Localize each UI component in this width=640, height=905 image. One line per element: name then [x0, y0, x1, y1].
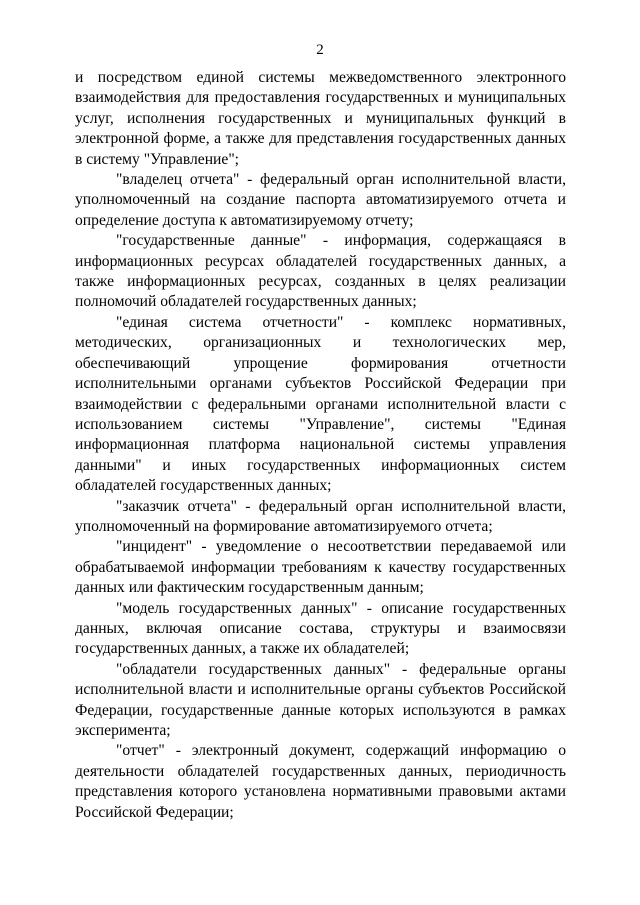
definition-report: "отчет" - электронный документ, содержащий информацию о деятельности обладателей государственных данных, периодичность представления которого установлена нормативными правовыми актами Российской Федерации;	[75, 742, 566, 821]
paragraph-continuation: и посредством единой системы межведомственного электронного взаимодействия для предоставления государственных и муниципальных услуг, исполнения государственных и муниципальных функций в электронной форме, а также для представления государственных данных в систему "Управление";	[75, 69, 566, 168]
page-number: 2	[316, 42, 324, 58]
definition-state-data: "государственные данные" - информация, содержащаяся в информационных ресурсах обладателей государственных данных, а также информационных ресурсах, созданных в целях реализации полномочий обладателей государственных данных;	[75, 232, 566, 311]
definition-state-data-holders: "обладатели государственных данных" - федеральные органы исполнительной власти и исполнительные органы субъектов Российской Федерации, государственные данные которых используются в рамках эксперимента;	[75, 660, 566, 739]
definition-unified-reporting-system: "единая система отчетности" - комплекс нормативных, методических, организационных и технологических мер, обеспечивающий упрощение формирования отчетности исполнительными органами субъектов Российской Федерации при взаимодействии с федеральными органами исполнительной власти с использованием системы "Управление", системы "Единая информационная платформа национальной системы управления данными" и иных государственных информационных систем обладателей государственных данных;	[75, 313, 566, 495]
definition-state-data-model: "модель государственных данных" - описание государственных данных, включая описание состава, структуры и взаимосвязи государственных данных, а также их обладателей;	[75, 599, 566, 658]
definition-incident: "инцидент" - уведомление о несоответствии передаваемой или обрабатываемой информации требованиям к качеству государственных данных или фактическим государственным данным;	[75, 538, 566, 597]
definition-report-owner: "владелец отчета" - федеральный орган исполнительной власти, уполномоченный на создание паспорта автоматизируемого отчета и определение доступа к автоматизируемому отчету;	[75, 171, 566, 229]
definition-report-customer: "заказчик отчета" - федеральный орган исполнительной власти, уполномоченный на формирование автоматизируемого отчета;	[75, 497, 566, 535]
document-body	[75, 68, 566, 823]
